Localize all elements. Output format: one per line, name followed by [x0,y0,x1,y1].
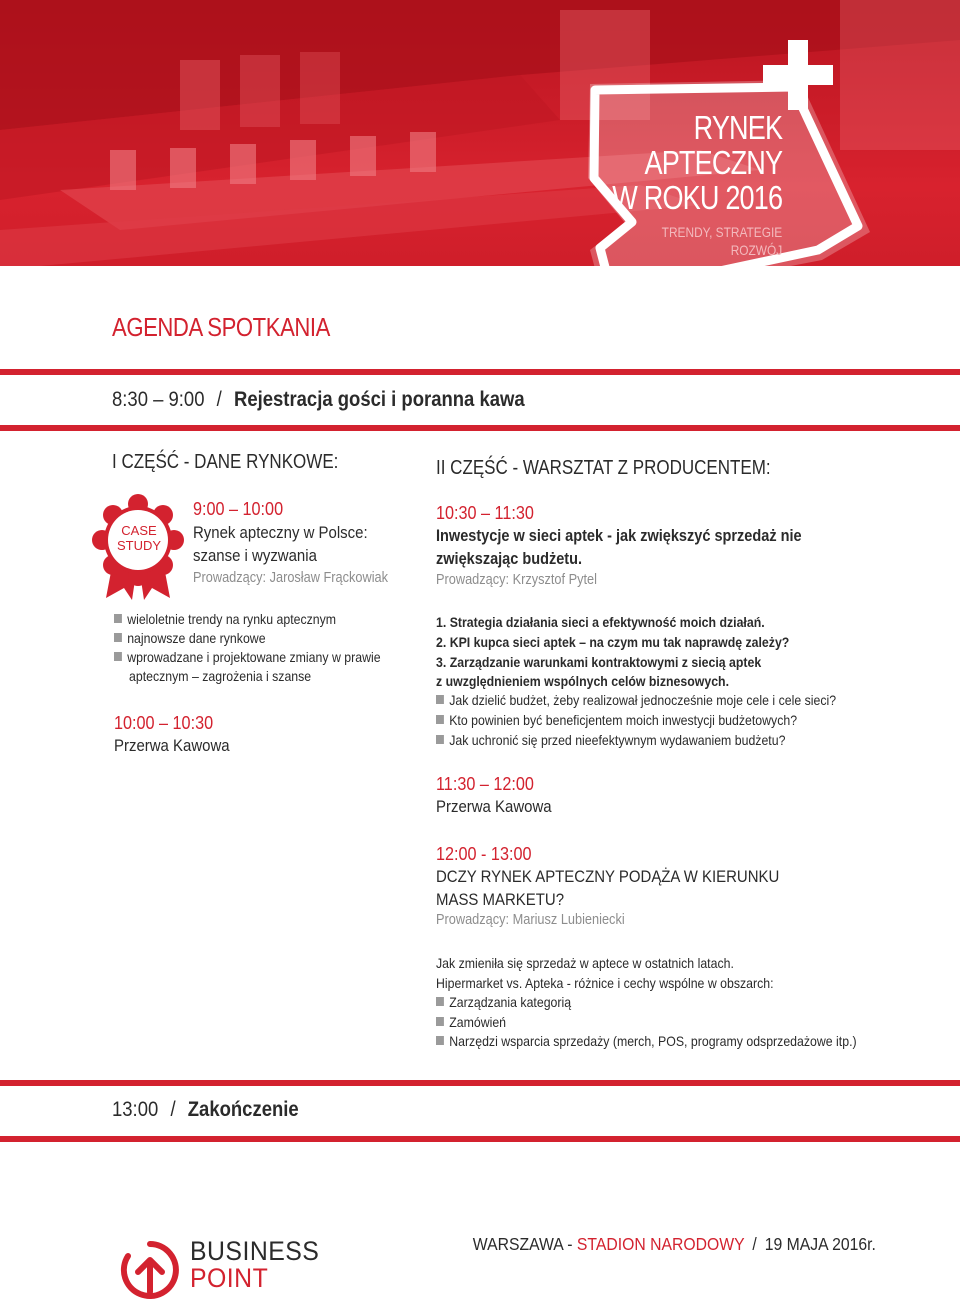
event-title-line-3: W ROKU 2016 [612,179,782,216]
business-point-logo-icon [118,1238,182,1301]
part2-title: II CZĘŚĆ - WARSZTAT Z PRODUCENTEM: [436,457,771,479]
session3-line-1: Jak zmieniła się sprzedaż w aptece w ostatnich latach. [436,955,734,971]
event-logo-text [575,110,782,259]
agenda-title: AGENDA SPOTKANIA [112,312,330,342]
session2-point-2: 2. KPI kupca sieci aptek – na czym mu tak naprawdę zależy? [436,634,790,650]
session3-title-line-2: MASS MARKETU? [436,890,565,909]
event-title-line-2: APTECZNY [644,144,782,181]
break2-time: 11:30 – 12:00 [436,774,534,794]
venue: STADION NARODOWY [576,1234,745,1254]
session2-title-line-1: Inwestycje w sieci aptek - jak zwiększyć sprzedaż nie [436,527,802,545]
event-subtitle-line-1: TRENDY, STRATEGIE [661,224,782,240]
session3-bullet-3: Narzędzi wsparcia sprzedaży (merch, POS, programy odsprzedażowe itp.) [436,1033,857,1049]
part1-bullet-1: wieloletnie trendy na rynku aptecznym [114,611,336,627]
session1-title-line-2: szanse i wyzwania [193,546,317,565]
session1-time: 9:00 – 10:00 [193,499,284,519]
break1-label: Przerwa Kawowa [114,736,230,755]
hero-banner [0,0,960,266]
event-date: 19 MAJA 2016r. [764,1234,876,1254]
session2-bullet-1: Jak dzielić budżet, żeby realizował jednocześnie moje cele i cele sieci? [436,692,836,708]
event-location-date: WARSZAWA - STADION NARODOWY / 19 MAJA 2016r. [472,1234,876,1254]
business-point-brand: BUSINESS POINT [190,1236,320,1293]
registration-row: 8:30 – 9:00 / Rejestracja gości i poranna kawa [112,388,525,411]
part1-bullet-2: najnowsze dane rynkowe [114,630,266,646]
break1-time: 10:00 – 10:30 [114,713,214,733]
part1-bullet-3: wprowadzane i projektowane zmiany w prawie [114,649,381,665]
session3-title-line-1: DCZY RYNEK APTECZNY PODĄŻA W KIERUNKU [436,867,780,886]
closing-title: Zakończenie [187,1098,299,1121]
session2-title-line-2: zwiększając budżetu. [436,550,583,568]
part1-bullet-3-cont: aptecznym – zagrożenia i szanse [129,668,312,684]
session2-point-3: 3. Zarządzanie warunkami kontraktowymi z siecią aptek [436,654,762,670]
closing-time: 13:00 [112,1098,159,1121]
session2-bullet-2: Kto powinien być beneficjentem moich inwestycji budżetowych? [436,712,797,728]
conference-room-photo [0,0,960,266]
session2-time: 10:30 – 11:30 [436,503,534,523]
event-title-line-1: RYNEK [693,109,782,146]
session1-speaker: Prowadzący: Jarosław Frąckowiak [193,570,389,586]
city: WARSZAWA - [472,1234,573,1254]
session2-speaker: Prowadzący: Krzysztof Pytel [436,572,597,588]
registration-time: 8:30 – 9:00 [112,388,205,411]
case-study-label: CASE STUDY [116,523,162,553]
session3-bullet-1: Zarządzania kategorią [436,994,571,1010]
session1-title-line-1: Rynek apteczny w Polsce: [193,523,368,542]
session3-time: 12:00 - 13:00 [436,844,532,864]
session3-bullet-2: Zamówień [436,1014,506,1030]
session3-speaker: Prowadzący: Mariusz Lubieniecki [436,912,625,928]
session2-point-1: 1. Strategia działania sieci a efektywność moich działań. [436,614,765,630]
registration-title: Rejestracja gości i poranna kawa [233,388,525,411]
closing-row: 13:00 / Zakończenie [112,1098,299,1121]
session2-bullet-3: Jak uchronić się przed nieefektywnym wydawaniem budżetu? [436,732,785,748]
part1-title: I CZĘŚĆ - DANE RYNKOWE: [112,451,339,473]
break2-label: Przerwa Kawowa [436,797,552,816]
session2-point-3-cont: z uwzględnieniem wspólnych celów biznesowych. [436,673,729,689]
event-subtitle-line-2: ROZWÓJ [730,242,782,258]
session3-line-2: Hipermarket vs. Apteka - różnice i cechy wspólne w obszarch: [436,975,774,991]
